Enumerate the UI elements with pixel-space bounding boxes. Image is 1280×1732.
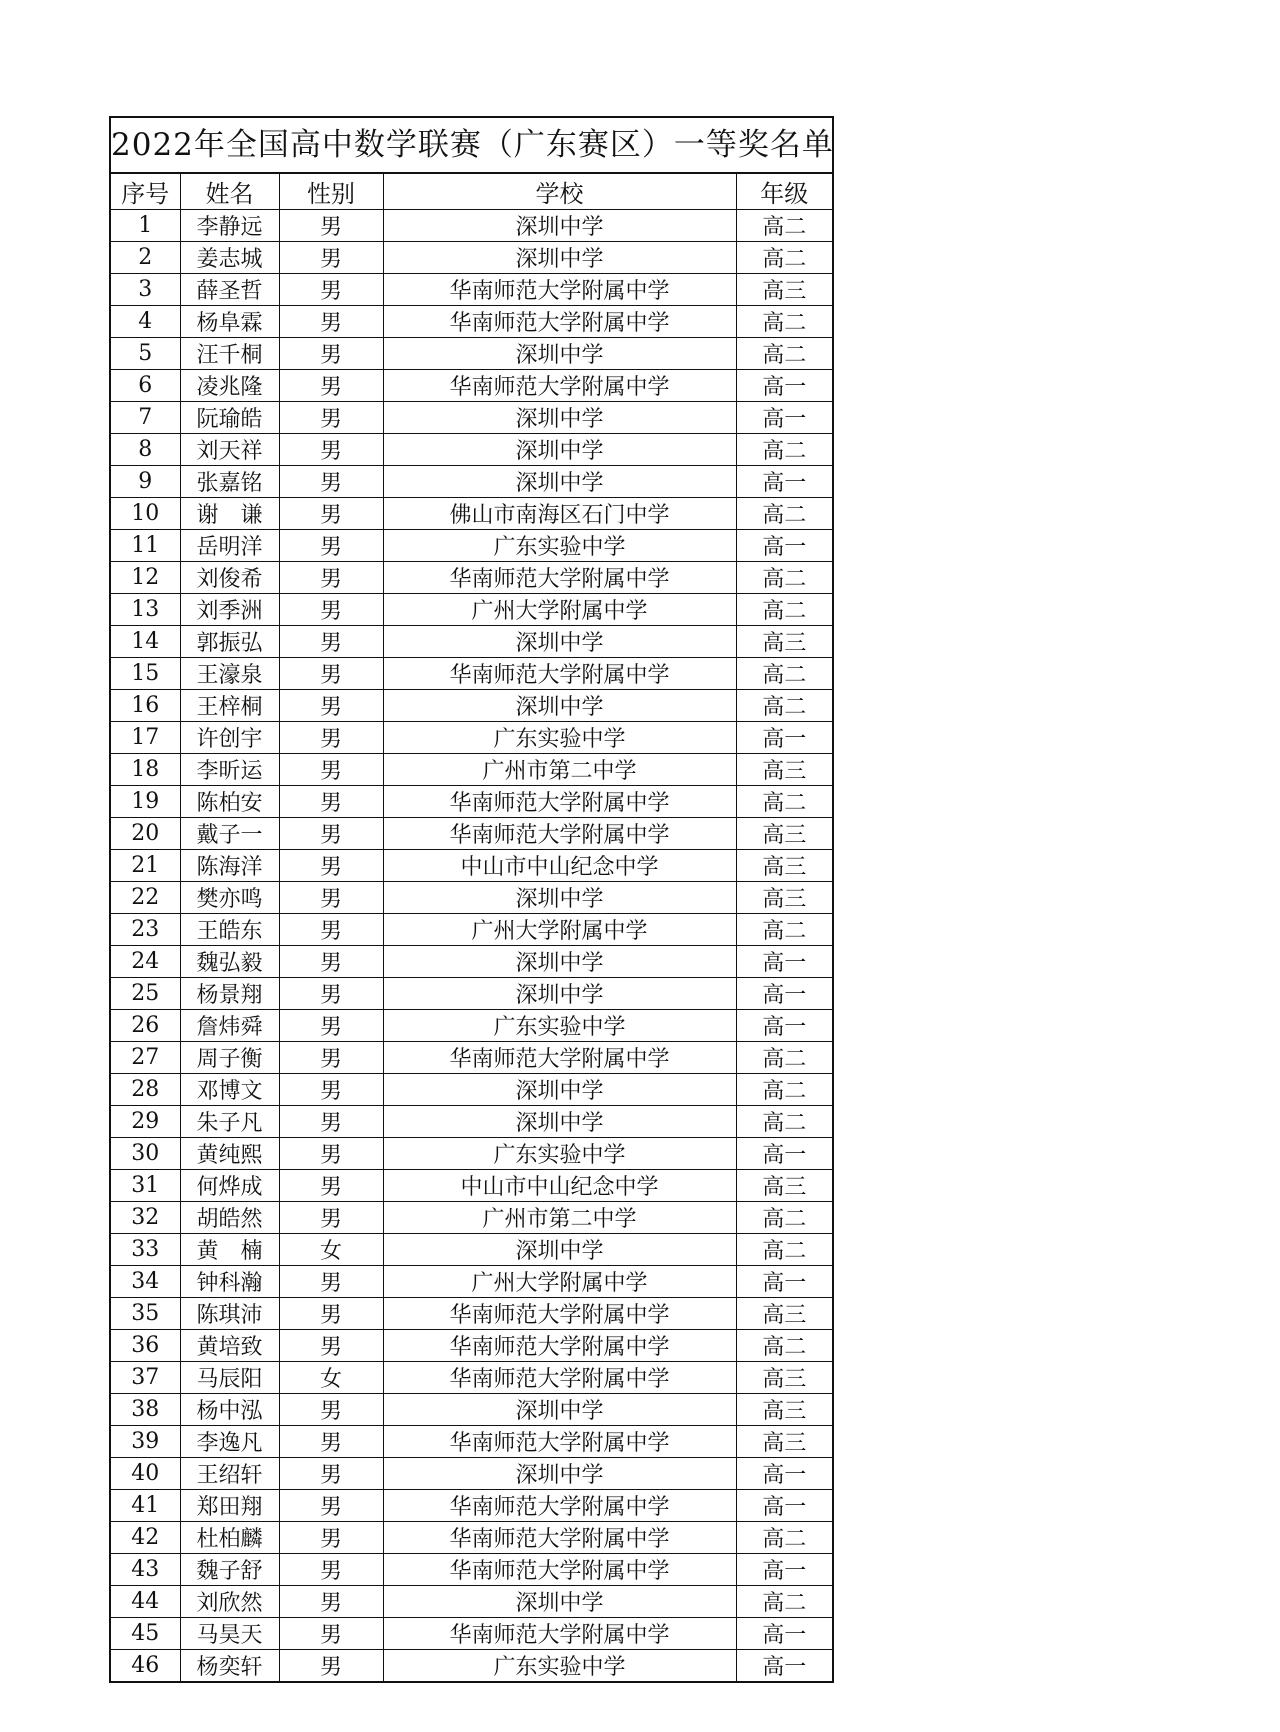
cell-grade: 高三 [736,818,832,850]
cell-name: 杜柏麟 [180,1522,279,1554]
table-row [111,1170,832,1202]
cell-gender: 女 [279,1362,383,1394]
cell-no: 1 [111,210,180,242]
cell-name: 刘俊希 [180,562,279,594]
cell-school: 华南师范大学附属中学 [383,1298,736,1330]
cell-grade: 高二 [736,1202,832,1234]
table-row [111,1554,832,1586]
cell-school: 广州市第二中学 [383,1202,736,1234]
cell-name: 杨景翔 [180,978,279,1010]
table-row [111,850,832,882]
cell-school: 广东实验中学 [383,1138,736,1170]
cell-no: 4 [111,306,180,338]
cell-school: 深圳中学 [383,466,736,498]
cell-grade: 高一 [736,402,832,434]
cell-grade: 高二 [736,1106,832,1138]
cell-grade: 高一 [736,946,832,978]
cell-grade: 高二 [736,1042,832,1074]
cell-gender: 男 [279,978,383,1010]
cell-gender: 男 [279,1106,383,1138]
cell-school: 华南师范大学附属中学 [383,1042,736,1074]
cell-school: 深圳中学 [383,402,736,434]
cell-no: 24 [111,946,180,978]
cell-school: 广州大学附属中学 [383,914,736,946]
cell-school: 佛山市南海区石门中学 [383,498,736,530]
cell-school: 深圳中学 [383,1234,736,1266]
cell-school: 广东实验中学 [383,722,736,754]
cell-school: 华南师范大学附属中学 [383,786,736,818]
table-row [111,1522,832,1554]
cell-grade: 高二 [736,562,832,594]
cell-no: 2 [111,242,180,274]
cell-name: 詹炜舜 [180,1010,279,1042]
cell-no: 11 [111,530,180,562]
cell-school: 华南师范大学附属中学 [383,1490,736,1522]
table-row [111,1394,832,1426]
cell-no: 12 [111,562,180,594]
cell-gender: 男 [279,338,383,370]
table-row [111,658,832,690]
cell-no: 20 [111,818,180,850]
cell-school: 华南师范大学附属中学 [383,1554,736,1586]
cell-school: 广州市第二中学 [383,754,736,786]
table-row [111,1074,832,1106]
cell-grade: 高一 [736,1650,832,1682]
cell-school: 华南师范大学附属中学 [383,562,736,594]
cell-no: 40 [111,1458,180,1490]
cell-gender: 男 [279,498,383,530]
cell-gender: 男 [279,1458,383,1490]
cell-no: 13 [111,594,180,626]
table-row [111,946,832,978]
cell-grade: 高二 [736,498,832,530]
cell-no: 42 [111,1522,180,1554]
cell-name: 薛圣哲 [180,274,279,306]
cell-name: 邓博文 [180,1074,279,1106]
cell-grade: 高一 [736,1266,832,1298]
cell-school: 深圳中学 [383,978,736,1010]
cell-gender: 男 [279,1298,383,1330]
table-row [111,882,832,914]
table-row [111,1650,832,1682]
cell-gender: 男 [279,274,383,306]
cell-name: 钟科瀚 [180,1266,279,1298]
cell-gender: 男 [279,530,383,562]
cell-school: 华南师范大学附属中学 [383,658,736,690]
cell-school: 华南师范大学附属中学 [383,274,736,306]
cell-school: 深圳中学 [383,690,736,722]
cell-grade: 高三 [736,1170,832,1202]
cell-name: 陈琪沛 [180,1298,279,1330]
table-header-row [111,174,832,210]
table-row [111,594,832,626]
cell-gender: 男 [279,722,383,754]
cell-gender: 男 [279,370,383,402]
table-row [111,1586,832,1618]
table-row [111,1010,832,1042]
cell-name: 刘天祥 [180,434,279,466]
cell-gender: 男 [279,466,383,498]
cell-no: 14 [111,626,180,658]
cell-name: 朱子凡 [180,1106,279,1138]
cell-school: 华南师范大学附属中学 [383,370,736,402]
cell-gender: 男 [279,306,383,338]
table-row [111,1138,832,1170]
cell-grade: 高一 [736,722,832,754]
cell-grade: 高一 [736,1618,832,1650]
header-school: 学校 [383,174,736,210]
cell-grade: 高一 [736,1458,832,1490]
cell-gender: 男 [279,818,383,850]
table-row [111,434,832,466]
cell-no: 22 [111,882,180,914]
cell-name: 何烨成 [180,1170,279,1202]
cell-no: 27 [111,1042,180,1074]
cell-gender: 男 [279,1618,383,1650]
cell-school: 深圳中学 [383,1106,736,1138]
cell-gender: 男 [279,1042,383,1074]
cell-grade: 高一 [736,1010,832,1042]
cell-school: 深圳中学 [383,338,736,370]
cell-no: 45 [111,1618,180,1650]
cell-name: 阮瑜皓 [180,402,279,434]
header-name: 姓名 [180,174,279,210]
cell-grade: 高三 [736,1298,832,1330]
cell-grade: 高一 [736,1490,832,1522]
cell-no: 5 [111,338,180,370]
table-row [111,690,832,722]
cell-no: 34 [111,1266,180,1298]
cell-school: 中山市中山纪念中学 [383,1170,736,1202]
table-row [111,370,832,402]
cell-no: 29 [111,1106,180,1138]
cell-gender: 男 [279,562,383,594]
cell-name: 汪千桐 [180,338,279,370]
cell-no: 36 [111,1330,180,1362]
cell-gender: 男 [279,1010,383,1042]
cell-gender: 男 [279,242,383,274]
cell-grade: 高二 [736,306,832,338]
cell-name: 杨奕轩 [180,1650,279,1682]
cell-school: 深圳中学 [383,210,736,242]
cell-school: 广东实验中学 [383,1650,736,1682]
cell-grade: 高三 [736,274,832,306]
header-grade: 年级 [736,174,832,210]
cell-school: 中山市中山纪念中学 [383,850,736,882]
cell-no: 9 [111,466,180,498]
cell-gender: 男 [279,1330,383,1362]
table-row [111,1298,832,1330]
cell-grade: 高三 [736,882,832,914]
cell-no: 31 [111,1170,180,1202]
table-row [111,562,832,594]
table-row [111,1458,832,1490]
cell-name: 刘季洲 [180,594,279,626]
cell-gender: 男 [279,1266,383,1298]
table-row [111,498,832,530]
cell-gender: 男 [279,754,383,786]
cell-gender: 男 [279,594,383,626]
award-list-sheet [109,116,834,1683]
table-row [111,274,832,306]
cell-name: 陈海洋 [180,850,279,882]
table-row [111,786,832,818]
cell-grade: 高一 [736,1554,832,1586]
cell-name: 杨阜霖 [180,306,279,338]
cell-grade: 高二 [736,914,832,946]
cell-school: 广州大学附属中学 [383,594,736,626]
table-row [111,1234,832,1266]
cell-name: 黄培致 [180,1330,279,1362]
cell-grade: 高二 [736,434,832,466]
cell-grade: 高二 [736,1586,832,1618]
table-row [111,1362,832,1394]
cell-gender: 男 [279,402,383,434]
cell-grade: 高一 [736,530,832,562]
cell-name: 谢 谦 [180,498,279,530]
cell-gender: 男 [279,1490,383,1522]
cell-no: 30 [111,1138,180,1170]
cell-school: 华南师范大学附属中学 [383,818,736,850]
cell-name: 郭振弘 [180,626,279,658]
cell-grade: 高二 [736,786,832,818]
cell-name: 魏子舒 [180,1554,279,1586]
cell-name: 王皓东 [180,914,279,946]
cell-gender: 男 [279,1426,383,1458]
cell-name: 黄 楠 [180,1234,279,1266]
cell-gender: 男 [279,850,383,882]
cell-school: 华南师范大学附属中学 [383,1330,736,1362]
table-row [111,1202,832,1234]
cell-gender: 男 [279,1074,383,1106]
cell-no: 35 [111,1298,180,1330]
table-row [111,402,832,434]
cell-grade: 高三 [736,626,832,658]
cell-name: 戴子一 [180,818,279,850]
cell-gender: 男 [279,1586,383,1618]
cell-no: 25 [111,978,180,1010]
cell-gender: 男 [279,946,383,978]
cell-school: 深圳中学 [383,626,736,658]
cell-name: 杨中泓 [180,1394,279,1426]
cell-no: 18 [111,754,180,786]
table-row [111,1618,832,1650]
document-title: 2022年全国高中数学联赛（广东赛区）一等奖名单 [111,118,832,174]
cell-school: 深圳中学 [383,434,736,466]
cell-no: 16 [111,690,180,722]
award-table [111,174,832,1681]
cell-name: 岳明洋 [180,530,279,562]
cell-name: 王绍轩 [180,1458,279,1490]
header-no: 序号 [111,174,180,210]
cell-grade: 高三 [736,1362,832,1394]
cell-school: 深圳中学 [383,1074,736,1106]
cell-no: 43 [111,1554,180,1586]
cell-school: 广东实验中学 [383,1010,736,1042]
cell-grade: 高三 [736,754,832,786]
cell-name: 陈柏安 [180,786,279,818]
table-row [111,338,832,370]
table-row [111,210,832,242]
cell-gender: 男 [279,1202,383,1234]
cell-grade: 高一 [736,978,832,1010]
table-row [111,1330,832,1362]
cell-school: 深圳中学 [383,1586,736,1618]
table-row [111,242,832,274]
cell-no: 33 [111,1234,180,1266]
cell-gender: 男 [279,1522,383,1554]
cell-grade: 高二 [736,594,832,626]
cell-no: 38 [111,1394,180,1426]
cell-name: 李逸凡 [180,1426,279,1458]
cell-school: 华南师范大学附属中学 [383,1362,736,1394]
table-row [111,1042,832,1074]
table-row [111,1106,832,1138]
cell-gender: 男 [279,690,383,722]
cell-name: 周子衡 [180,1042,279,1074]
cell-school: 华南师范大学附属中学 [383,1618,736,1650]
cell-grade: 高二 [736,338,832,370]
cell-school: 华南师范大学附属中学 [383,1522,736,1554]
cell-grade: 高一 [736,370,832,402]
cell-gender: 男 [279,658,383,690]
cell-name: 郑田翔 [180,1490,279,1522]
cell-name: 马辰阳 [180,1362,279,1394]
cell-grade: 高二 [736,1074,832,1106]
cell-no: 39 [111,1426,180,1458]
cell-gender: 男 [279,882,383,914]
cell-no: 7 [111,402,180,434]
table-row [111,1266,832,1298]
cell-no: 21 [111,850,180,882]
cell-name: 胡皓然 [180,1202,279,1234]
cell-grade: 高二 [736,242,832,274]
cell-gender: 男 [279,210,383,242]
cell-name: 许创宇 [180,722,279,754]
table-row [111,818,832,850]
table-row [111,466,832,498]
table-row [111,914,832,946]
cell-no: 44 [111,1586,180,1618]
cell-no: 32 [111,1202,180,1234]
cell-gender: 男 [279,434,383,466]
cell-school: 深圳中学 [383,1458,736,1490]
cell-no: 6 [111,370,180,402]
cell-gender: 男 [279,1170,383,1202]
cell-no: 41 [111,1490,180,1522]
cell-name: 张嘉铭 [180,466,279,498]
cell-name: 刘欣然 [180,1586,279,1618]
cell-name: 樊亦鸣 [180,882,279,914]
cell-gender: 女 [279,1234,383,1266]
cell-school: 深圳中学 [383,1394,736,1426]
cell-name: 王梓桐 [180,690,279,722]
table-row [111,754,832,786]
cell-name: 凌兆隆 [180,370,279,402]
cell-no: 17 [111,722,180,754]
cell-name: 王濠泉 [180,658,279,690]
cell-no: 28 [111,1074,180,1106]
cell-no: 26 [111,1010,180,1042]
table-row [111,722,832,754]
cell-school: 广州大学附属中学 [383,1266,736,1298]
cell-no: 46 [111,1650,180,1682]
cell-name: 马昊天 [180,1618,279,1650]
cell-grade: 高一 [736,1138,832,1170]
cell-school: 华南师范大学附属中学 [383,1426,736,1458]
cell-grade: 高二 [736,658,832,690]
cell-no: 23 [111,914,180,946]
cell-name: 黄纯熙 [180,1138,279,1170]
table-row [111,1426,832,1458]
cell-grade: 高三 [736,1394,832,1426]
cell-name: 李昕运 [180,754,279,786]
cell-gender: 男 [279,1650,383,1682]
cell-gender: 男 [279,914,383,946]
cell-grade: 高二 [736,690,832,722]
cell-name: 李静远 [180,210,279,242]
cell-gender: 男 [279,1394,383,1426]
table-body [111,210,832,1682]
cell-grade: 高三 [736,850,832,882]
cell-school: 深圳中学 [383,946,736,978]
cell-gender: 男 [279,1138,383,1170]
table-row [111,978,832,1010]
cell-school: 深圳中学 [383,242,736,274]
table-row [111,626,832,658]
cell-gender: 男 [279,786,383,818]
header-gender: 性别 [279,174,383,210]
cell-gender: 男 [279,1554,383,1586]
cell-name: 姜志城 [180,242,279,274]
cell-no: 19 [111,786,180,818]
cell-no: 10 [111,498,180,530]
cell-name: 魏弘毅 [180,946,279,978]
cell-school: 深圳中学 [383,882,736,914]
table-row [111,530,832,562]
cell-grade: 高二 [736,1234,832,1266]
cell-grade: 高二 [736,1330,832,1362]
cell-gender: 男 [279,626,383,658]
cell-no: 3 [111,274,180,306]
cell-grade: 高二 [736,1522,832,1554]
table-row [111,1490,832,1522]
table-row [111,306,832,338]
cell-grade: 高一 [736,466,832,498]
cell-no: 37 [111,1362,180,1394]
cell-grade: 高二 [736,210,832,242]
cell-school: 广东实验中学 [383,530,736,562]
cell-grade: 高三 [736,1426,832,1458]
cell-no: 8 [111,434,180,466]
cell-school: 华南师范大学附属中学 [383,306,736,338]
cell-no: 15 [111,658,180,690]
